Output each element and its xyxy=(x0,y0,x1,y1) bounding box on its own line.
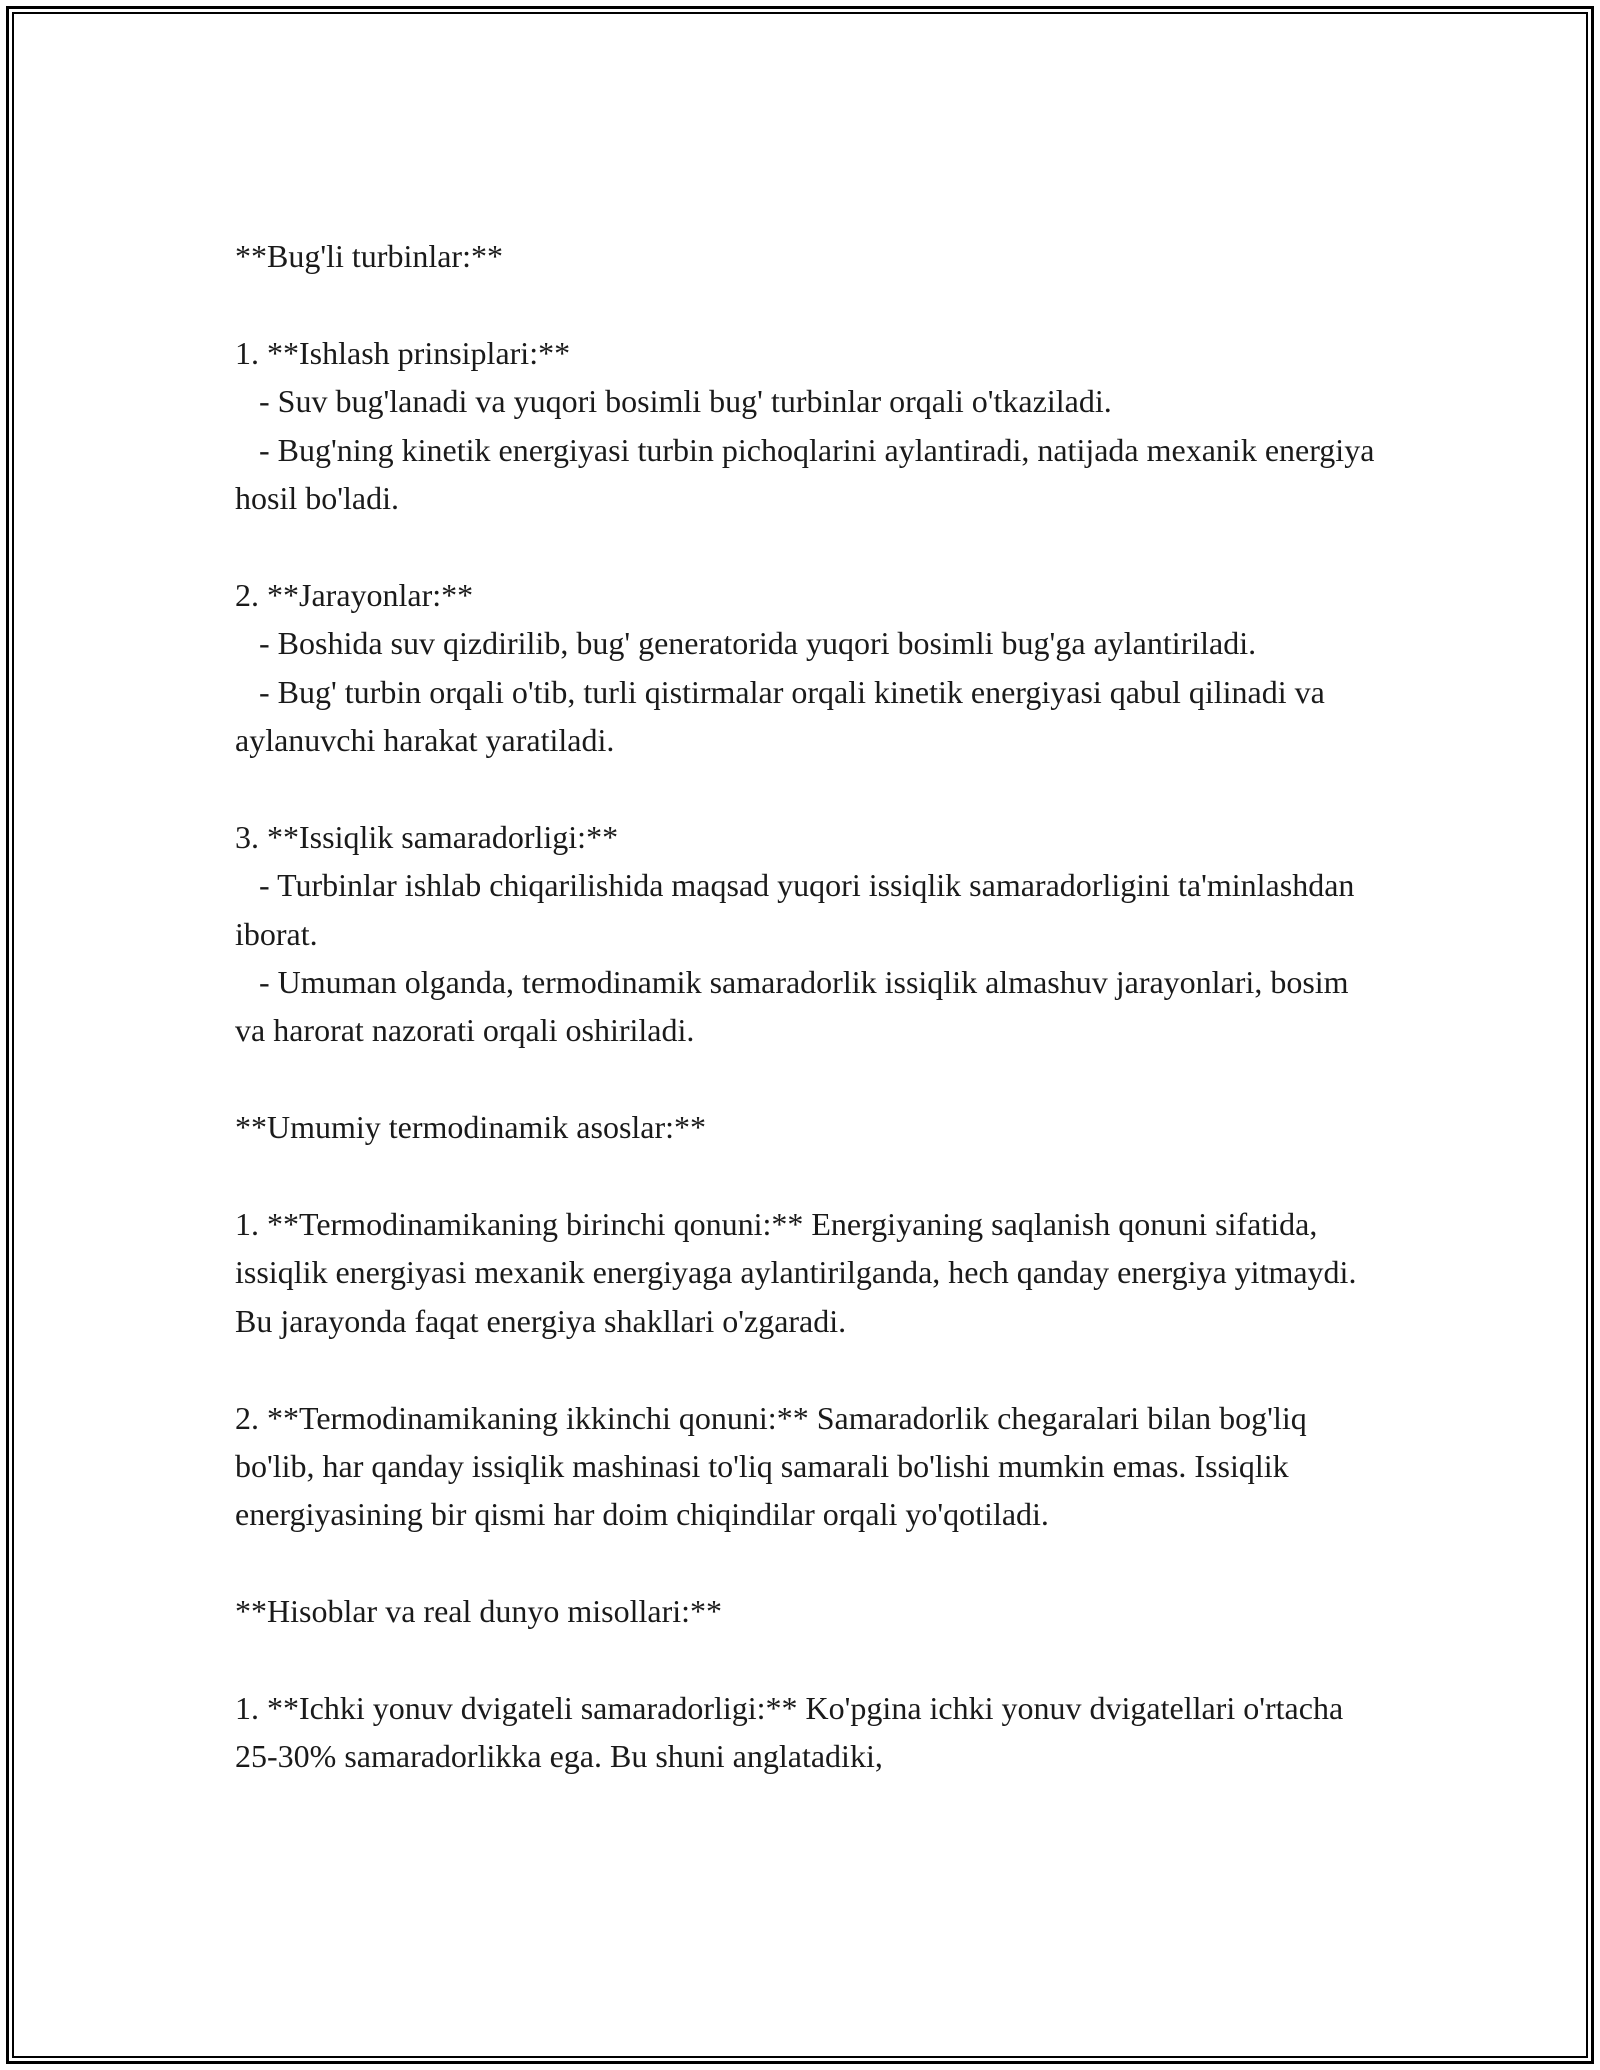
heading-general-thermodynamics: **Umumiy termodinamik asoslar:** xyxy=(235,1109,707,1146)
sub-item: - Bug' turbin orqali o'tib, turli qistirmalar orqali kinetik energiyasi qabul qilinadi va aylanuvchi harakat yaratiladi. xyxy=(235,673,1333,759)
list-item-thermal-efficiency: 3. **Issiqlik samaradorligi:** xyxy=(235,818,619,855)
blank-line xyxy=(235,1345,1375,1393)
sub-item: - Bug'ning kinetik energiyasi turbin pichoqlarini aylantiradi, natijada mexanik energiya hosil bo'ladi. xyxy=(235,431,1383,517)
blank-line xyxy=(235,1636,1375,1684)
blank-line xyxy=(235,522,1375,570)
blank-line xyxy=(235,1152,1375,1200)
heading-calculations-examples: **Hisoblar va real dunyo misollari:** xyxy=(235,1593,723,1630)
blank-line xyxy=(235,1055,1375,1103)
sub-item: - Umuman olganda, termodinamik samaradorlik issiqlik almashuv jarayonlari, bosim va harorat nazorati orqali oshiriladi. xyxy=(235,964,1357,1049)
list-item-working-principles: 1. **Ishlash prinsiplari:** xyxy=(235,334,571,371)
blank-line xyxy=(235,764,1375,812)
sub-item: - Turbinlar ishlab chiqarilishida maqsad yuqori issiqlik samaradorligini ta'minlashdan iborat. xyxy=(235,867,1363,952)
list-item-processes: 2. **Jarayonlar:** xyxy=(235,576,474,613)
heading-steam-turbines: **Bug'li turbinlar:** xyxy=(235,238,503,274)
list-item-first-law: 1. **Termodinamikaning birinchi qonuni:** Energiyaning saqlanish qonuni sifatida, issiqlik energiyasi mexanik energiyaga aylantirilganda, hech qanday energiya yitmaydi. Bu jarayonda faqat energiya shakllari o'zgaradi. xyxy=(235,1206,1365,1339)
sub-item: - Boshida suv qizdirilib, bug' generatorida yuqori bosimli bug'ga aylantiriladi. xyxy=(235,625,1257,662)
list-item-ice-efficiency: 1. **Ichki yonuv dvigateli samaradorligi:** Ko'pgina ichki yonuv dvigatellari o'rtacha 25-30% samaradorlikka ega. Bu shuni anglatadiki, xyxy=(235,1690,1352,1775)
list-item-second-law: 2. **Termodinamikaning ikkinchi qonuni:** Samaradorlik chegaralari bilan bog'liq bo'lib, har qanday issiqlik mashinasi to'liq samarali bo'lishi mumkin emas. Issiqlik energiyasining bir qismi har doim chiqindilar orqali yo'qotiladi. xyxy=(235,1399,1315,1533)
blank-line xyxy=(235,280,1375,328)
blank-line xyxy=(235,1539,1375,1587)
document-body xyxy=(235,232,1383,1781)
sub-item: - Suv bug'lanadi va yuqori bosimli bug' turbinlar orqali o'tkaziladi. xyxy=(235,383,1112,420)
